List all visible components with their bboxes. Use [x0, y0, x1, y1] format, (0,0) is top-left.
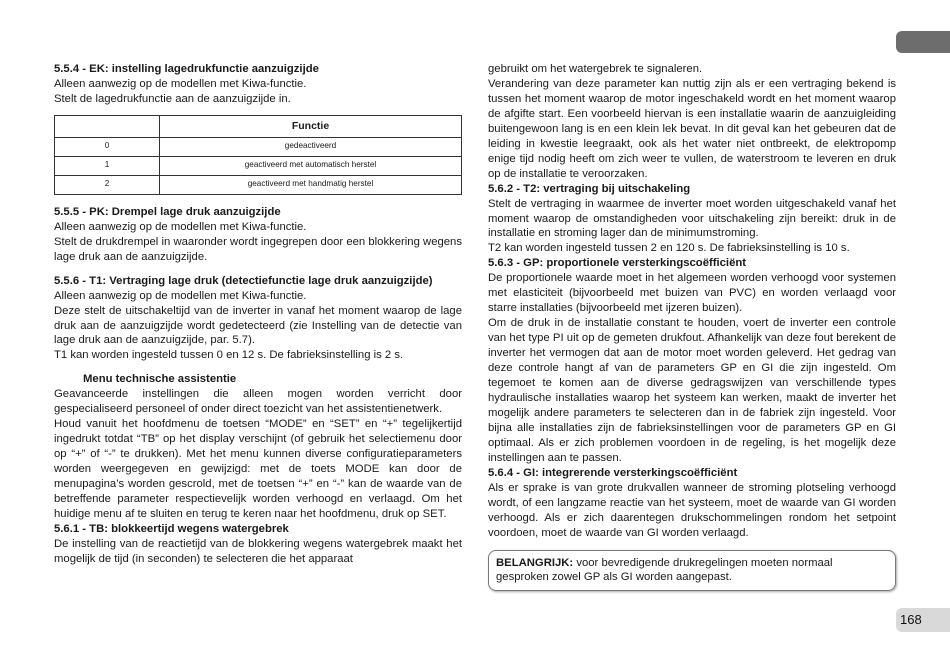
- table-row: [55, 175, 462, 194]
- table-cell: 0: [55, 137, 160, 156]
- section-heading-5-6-3: 5.6.3 - GP: proportionele versterkingscoëfficiënt: [488, 257, 747, 270]
- paragraph: Alleen aanwezig op de modellen met Kiwa-functie.: [54, 220, 307, 233]
- paragraph: Alleen aanwezig op de modellen met Kiwa-functie.: [54, 289, 307, 302]
- table-cell: gedeactiveerd: [160, 137, 462, 156]
- table-header-cell: Functie: [160, 115, 462, 137]
- table-cell: geactiveerd met automatisch herstel: [160, 156, 462, 175]
- section-heading-5-5-6: 5.5.6 - T1: Vertraging lage druk (detectiefunctie lage druk aanzuigzijde): [54, 274, 433, 287]
- paragraph: T1 kan worden ingesteld tussen 0 en 12 s. De fabrieksinstelling is 2 s.: [54, 349, 404, 362]
- paragraph: Als er sprake is van grote drukvallen wanneer de stroming plotseling verhoogd wordt, of een langzame reactie van het systeem, moet de waarde van GI worden verhoogd. Als er zich daarentegen drukschommelingen rondom het setpoint voordoen, moet de waarde van GI worden verlaagd.: [488, 481, 896, 539]
- chapter-tab-marker: [896, 31, 950, 53]
- paragraph: Deze stelt de uitschakeltijd van de inverter in vanaf het moment waarop de lage druk aan de aanzuigzijde wordt gedetecteerd (zie Instelling van de detectie van lage druk aan de aanzuigzijde, par. 5.7).: [54, 304, 462, 347]
- paragraph: De proportionele waarde moet in het algemeen worden verhoogd voor systemen met elasticiteit (bijvoorbeeld met buizen van PVC) en worden verlaagd voor starre installaties (bijvoorbeeld met ijzeren buizen).: [488, 272, 896, 315]
- paragraph: Stelt de lagedrukfunctie aan de aanzuigzijde in.: [54, 92, 291, 105]
- section-heading-5-5-4: 5.5.4 - EK: instelling lagedrukfunctie aanzuigzijde: [54, 63, 319, 75]
- section-heading-5-6-2: 5.6.2 - T2: vertraging bij uitschakeling: [488, 182, 691, 195]
- note-text: voor bevredigende drukregelingen moeten normaal gesproken zowel GP als GI worden aangepast.: [496, 556, 833, 584]
- right-column: [488, 62, 896, 591]
- paragraph: Verandering van deze parameter kan nuttig zijn als er een vertraging bekend is tussen het moment waarop de motor ingeschakeld wordt en het moment waarop de afgifte start. Een voorbeeld hiervan is een installatie waarin de aanzuigleiding buitengewoon lang is en een klein lek bevat. In dit geval kan het gebeuren dat de leiding in kwestie leegraakt, ook als het water niet ontbreekt, de elektropomp enige tijd nodig heeft om zich weer te vullen, de waterstroom te leveren en druk op de installatie te veroorzaken.: [488, 77, 896, 180]
- page-number: 168: [900, 612, 922, 627]
- left-column: [54, 62, 462, 567]
- menu-heading: Menu technische assistentie: [83, 373, 237, 386]
- paragraph: Alleen aanwezig op de modellen met Kiwa-functie.: [54, 77, 307, 90]
- paragraph: gebruikt om het watergebrek te signaleren.: [488, 63, 703, 75]
- paragraph: Stelt de vertraging in waarmee de inverter moet worden uitgeschakeld vanaf het moment waarop de omstandigheden voor uitschakeling zijn bereikt: druk in de installatie en stroming lager dan de minimumstroming.: [488, 197, 896, 240]
- important-note-box: [488, 550, 896, 592]
- paragraph: Om de druk in de installatie constant te houden, voert de inverter een controle van het type PI uit op de gemeten drukfout. Afhankelijk van deze fout berekent de inverter het vermogen dat aan de motor moet worden geleverd. Het gedrag van deze controle hangt af van de parameters GP en GI die zijn ingesteld. Om tegemoet te komen aan de diverse gedragswijzen van verschillende types hydraulische installaties waarop het systeem kan werken, maakt de inverter het mogelijk andere parameters te selecteren dan in de fabriek zijn ingesteld. Voor bijna alle installaties zijn de fabrieksinstellingen voor de parameters GP en GI optimaal. Als er zich problemen voordoen in de regeling, is het mogelijk deze instellingen aan te passen.: [488, 317, 896, 464]
- paragraph: T2 kan worden ingesteld tussen 2 en 120 s. De fabrieksinstelling is 10 s.: [488, 242, 850, 255]
- table-row: [55, 137, 462, 156]
- paragraph: Geavanceerde instellingen die alleen mogen worden verricht door gespecialiseerd personeel of onder direct toezicht van het assistentienetwerk.: [54, 388, 462, 416]
- paragraph: Stelt de drukdrempel in waaronder wordt ingegrepen door een blokkering wegens lage druk aan de aanzuigzijde.: [54, 235, 462, 263]
- function-table: [54, 115, 462, 195]
- table-cell: 1: [55, 156, 160, 175]
- table-header-row: [55, 115, 462, 137]
- table-cell: 2: [55, 175, 160, 194]
- section-heading-5-6-1: 5.6.1 - TB: blokkeertijd wegens watergebrek: [54, 522, 289, 535]
- section-heading-5-5-5: 5.5.5 - PK: Drempel lage druk aanzuigzijde: [54, 205, 281, 218]
- table-cell: geactiveerd met handmatig herstel: [160, 175, 462, 194]
- paragraph: Houd vanuit het hoofdmenu de toetsen “MODE” en “SET” en “+” tegelijkertijd ingedrukt totdat “TB” op het display verschijnt (of gebruik het selectiemenu door op “+” of “-” te drukken). Met het menu kunnen diverse configuratieparameters worden weergegeven en gewijzigd: met de toets MODE kan door de menupagina’s worden gescrold, met de toetsen “+” en “-” kan de waarde van de betreffende parameter respectievelijk worden verhoogd en verlaagd. Om het huidige menu af te sluiten en terug te keren naar het hoofdmenu, druk op SET.: [54, 418, 462, 520]
- section-heading-5-6-4: 5.6.4 - GI: integrerende versterkingscoëfficiënt: [488, 466, 738, 479]
- note-label: BELANGRIJK:: [496, 556, 574, 569]
- paragraph: De instelling van de reactietijd van de blokkering wegens watergebrek maakt het mogelijk de tijd (in seconden) te selecteren die het apparaat: [54, 537, 462, 565]
- table-row: [55, 156, 462, 175]
- table-header-cell: [55, 115, 160, 137]
